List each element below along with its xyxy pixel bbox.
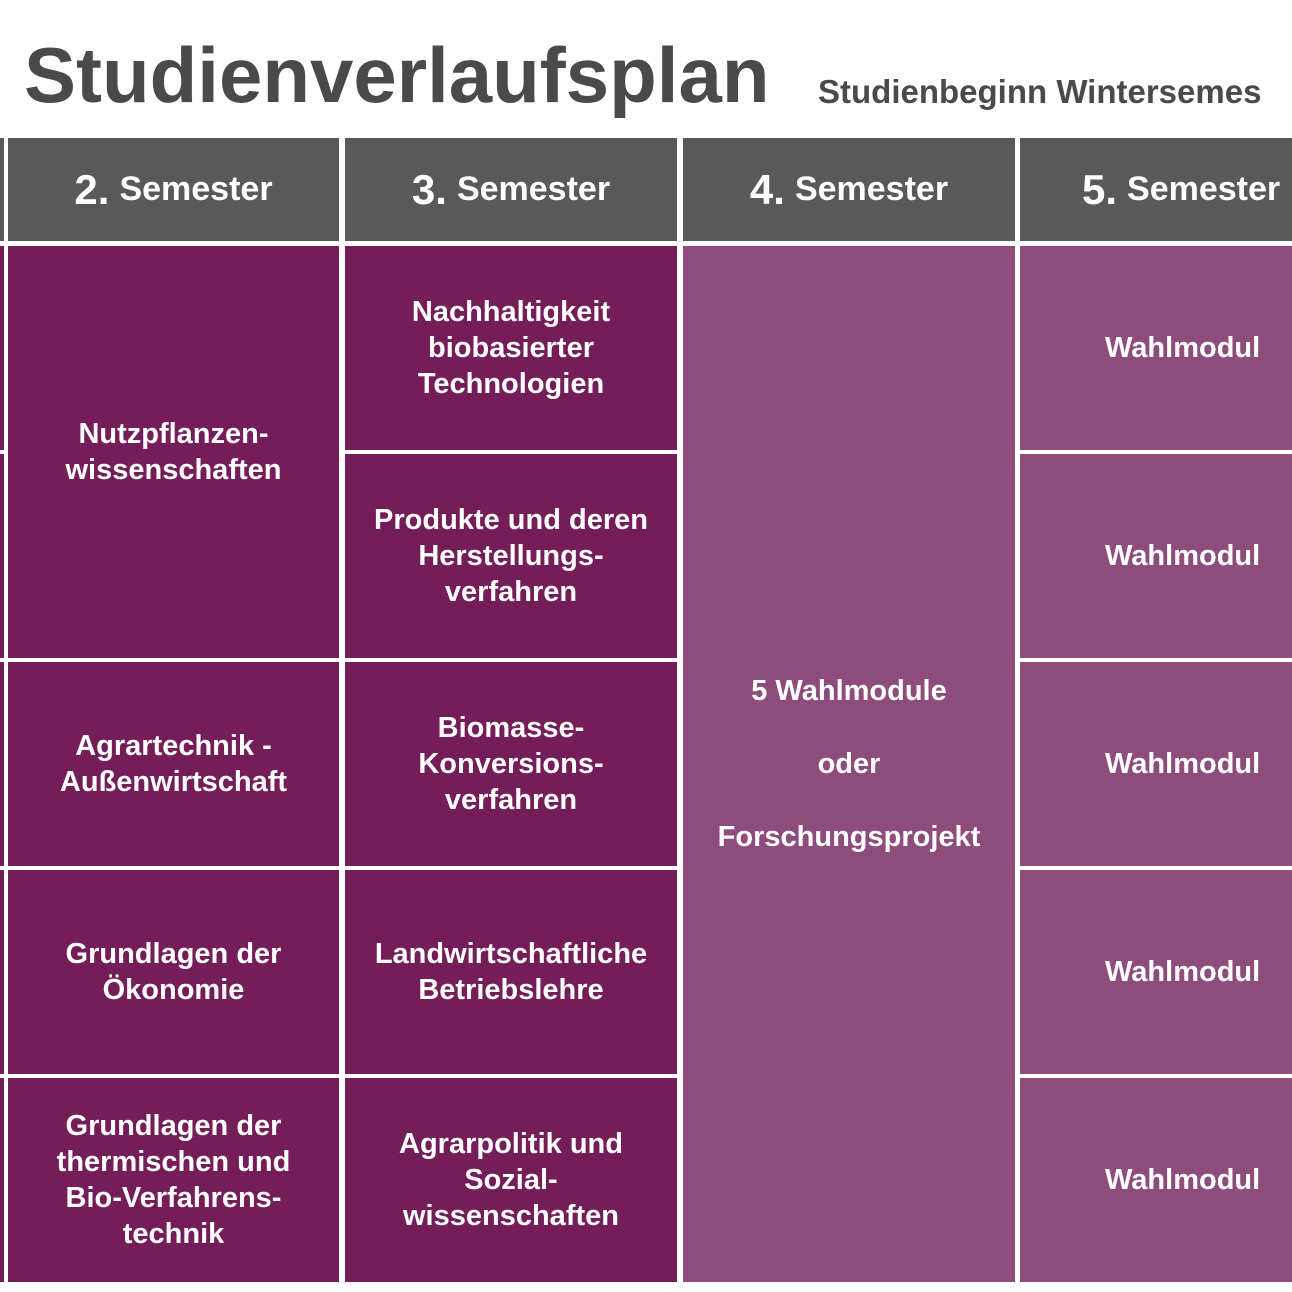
semester-label: Semester bbox=[456, 170, 611, 208]
semester-1-module-edge bbox=[0, 1078, 4, 1282]
module-biomasse-konversion: Biomasse- Konversions- verfahren bbox=[345, 662, 677, 866]
module-nachhaltigkeit: Nachhaltigkeit biobasierter Technologien bbox=[345, 246, 677, 450]
semester-number: 2. bbox=[74, 165, 110, 213]
semester-label: Semester bbox=[1127, 170, 1281, 208]
semester-header-2 bbox=[8, 138, 339, 241]
module-wahlmodul: Wahlmodul bbox=[1020, 246, 1292, 450]
module-wahlmodul: Wahlmodul bbox=[1020, 662, 1292, 866]
module-agrartechnik: Agrartechnik - Außenwirtschaft bbox=[8, 662, 339, 866]
module-wahlmodul: Wahlmodul bbox=[1020, 1078, 1292, 1282]
wahlmodule-count-text: 5 Wahlmodule bbox=[751, 675, 947, 707]
semester-label: Semester bbox=[119, 170, 273, 208]
module-wahlmodule-block bbox=[683, 246, 1015, 1282]
semester-header-4 bbox=[683, 138, 1015, 241]
semester-1-module-edge bbox=[0, 870, 4, 1074]
semester-1-module-edge bbox=[0, 454, 4, 658]
semester-1-module-edge bbox=[0, 246, 4, 450]
module-betriebslehre: Landwirtschaftliche Betriebslehre bbox=[345, 870, 677, 1074]
semester-header-5 bbox=[1020, 138, 1292, 241]
module-produkte-herstellung: Produkte und deren Herstellungs- verfahren bbox=[345, 454, 677, 658]
semester-label: Semester bbox=[794, 170, 949, 208]
module-agrarpolitik: Agrarpolitik und Sozial- wissenschaften bbox=[345, 1078, 677, 1282]
semester-number: 5. bbox=[1082, 165, 1118, 213]
page-subtitle: Studienbeginn Wintersemes bbox=[818, 73, 1262, 110]
semester-number: 3. bbox=[411, 165, 447, 213]
forschungsprojekt-text: Forschungsprojekt bbox=[717, 821, 981, 853]
semester-1-module-edge bbox=[0, 662, 4, 866]
page-title: Studienverlaufsplan bbox=[24, 31, 770, 119]
semester-header-3 bbox=[345, 138, 677, 241]
semester-number: 4. bbox=[749, 165, 785, 213]
module-nutzpflanzenwissenschaften: Nutzpflanzen- wissenschaften bbox=[8, 246, 339, 658]
module-grundlagen-verfahrenstechnik: Grundlagen der thermischen und Bio-Verfahrens- technik bbox=[8, 1078, 339, 1282]
semester-1-header-edge bbox=[0, 138, 4, 241]
module-grundlagen-oekonomie: Grundlagen der Ökonomie bbox=[8, 870, 339, 1074]
module-wahlmodul: Wahlmodul bbox=[1020, 870, 1292, 1074]
oder-text: oder bbox=[817, 748, 881, 780]
module-wahlmodul: Wahlmodul bbox=[1020, 454, 1292, 658]
